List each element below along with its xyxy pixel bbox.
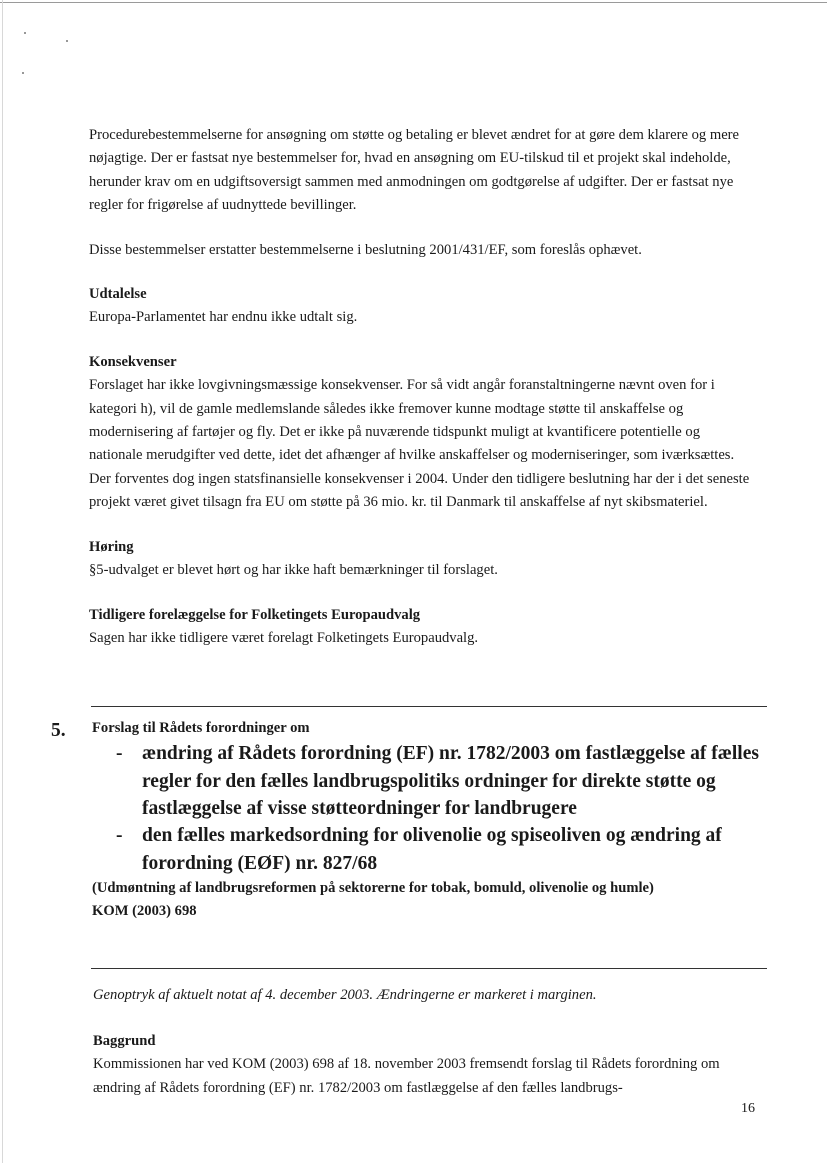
item-bullet-1 <box>116 740 762 822</box>
section-heading: Baggrund <box>93 1033 156 1049</box>
divider-top <box>91 706 767 707</box>
item-reference: KOM (2003) 698 <box>92 903 197 920</box>
section-baggrund <box>93 1030 755 1100</box>
bullet-dash: - <box>116 825 123 847</box>
section-tidligere <box>89 604 751 651</box>
section-heading: Høring <box>89 538 134 555</box>
section-text: Sagen har ikke tidligere været forelagt Folketingets Europaudvalg. <box>89 629 479 646</box>
section-text: §5-udvalget er blevet hørt og har ikke haft bemærkninger til forslaget. <box>89 562 498 579</box>
section-horing <box>89 536 751 583</box>
bullet-text: den fælles markedsordning for olivenolie og spiseoliven og ændring af forordning (EØF) nr. 827/68 <box>142 825 722 874</box>
section-udtalelse <box>89 283 751 330</box>
section-text: Kommissionen har ved KOM (2003) 698 af 18. november 2003 fremsendt forslag til Rådets forordning om ændring af Rådets forordning (EF) nr. 1782/2003 om fastlæggelse af den fælles landbrugs- <box>93 1056 720 1096</box>
item-title-block <box>92 717 762 924</box>
scan-left-edge <box>2 0 3 1163</box>
scan-speck <box>22 72 24 74</box>
item-title: Forslag til Rådets forordninger om <box>92 720 310 736</box>
section-heading: Konsekvenser <box>89 353 177 370</box>
item-subtitle: (Udmøntning af landbrugsreformen på sektorerne for tobak, bomuld, olivenolie og humle) <box>92 879 654 896</box>
scan-speck <box>24 32 26 34</box>
section-konsekvenser <box>89 351 751 515</box>
section-heading: Udtalelse <box>89 286 147 303</box>
reprint-note: Genoptryk af aktuelt notat af 4. december 2003. Ændringerne er markeret i marginen. <box>93 987 597 1003</box>
bullet-text: ændring af Rådets forordning (EF) nr. 1782/2003 om fastlæggelse af fælles regler for den fælles landbrugspolitiks ordninger for direkte støtte og fastlæggelse af visse støtteordninger for landbrugere <box>142 743 759 819</box>
section-text: Forslaget har ikke lovgivningsmæssige konsekvenser. For så vidt angår foranstaltningerne nævnt oven for i kategori h), vil de gamle medlemslande således ikke fremover kunne modtage støtte til anskaffelse og modernisering af fartøjer og fly. Det er ikke på nuværende tidspunkt muligt at kvantificere potentielle og nationale merudgifter ved dette, idet det afhænger af hvilke anskaffelser og moderniseringer, som iværksættes. Der forventes dog ingen statsfinansielle konsekvenser i 2004. Under den tidligere beslutning har der i det seneste projekt været givet tilsagn fra EU om støtte på 36 mio. kr. til Danmark til anskaffelse af nyt skibsmateriel. <box>89 377 750 511</box>
document-body <box>89 124 751 650</box>
section-text: Europa-Parlamentet har endnu ikke udtalt sig. <box>89 309 358 326</box>
scan-speck <box>66 40 68 42</box>
item-bullet-2 <box>116 822 762 877</box>
section-heading: Tidligere forelæggelse for Folketingets Europaudvalg <box>89 606 421 623</box>
bullet-dash: - <box>116 743 123 765</box>
paragraph-procedures: Procedurebestemmelserne for ansøgning om støtte og betaling er blevet ændret for at gøre dem klarere og mere nøjagtige. Der er fastsat nye bestemmelser for, hvad en ansøgning om EU-tilskud til et projekt skal indeholde, herunder krav om en udgiftsoversigt sammen med anmodningen om godtgørelse af udgifter. Der er fastsat nye regler for frigørelse af uudnyttede bevillinger. <box>89 127 740 214</box>
item-number: 5. <box>51 720 66 741</box>
page-number: 16 <box>741 1101 755 1116</box>
scan-top-edge <box>0 2 827 3</box>
divider-bottom <box>91 968 767 969</box>
paragraph-replacement: Disse bestemmelser erstatter bestemmelserne i beslutning 2001/431/EF, som foreslås ophævet. <box>89 241 642 258</box>
